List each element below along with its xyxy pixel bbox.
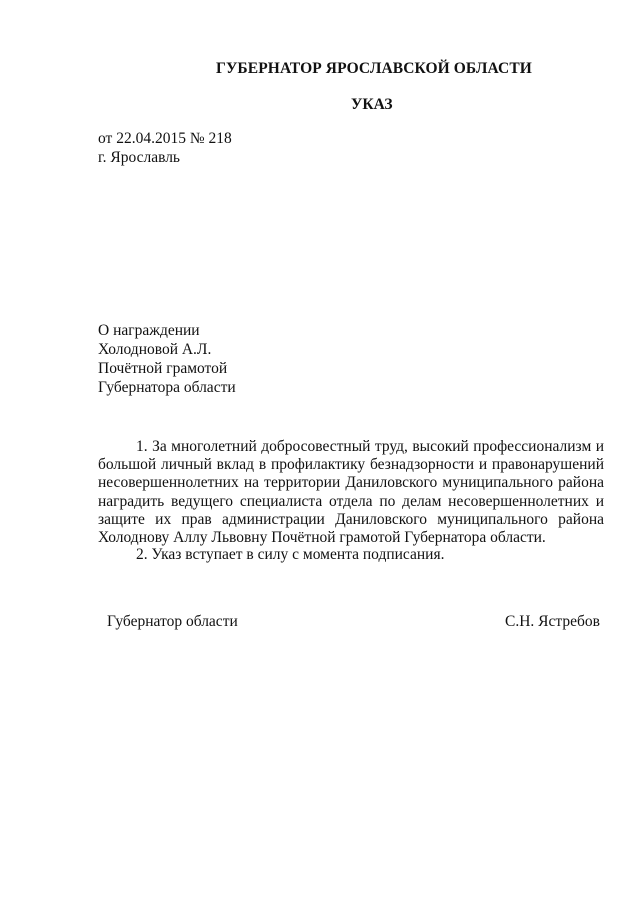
signature-role: Губернатор области (107, 613, 238, 630)
subject-line-2: Холодновой А.Л. (98, 341, 212, 358)
document-meta (98, 129, 232, 167)
city-line: г. Ярославль (98, 149, 180, 166)
date-number-line: от 22.04.2015 № 218 (98, 130, 232, 147)
document-header-title: ГУБЕРНАТОР ЯРОСЛАВСКОЙ ОБЛАСТИ (216, 60, 532, 77)
body-paragraph-2: 2. Указ вступает в силу с момента подписания. (136, 546, 445, 563)
signature-name: С.Н. Ястребов (505, 613, 600, 630)
subject-line-1: О награждении (98, 322, 200, 339)
subject-line-3: Почётной грамотой (98, 360, 228, 377)
body-paragraph-1: 1. За многолетний добросовестный труд, высокий профессионализм и большой личный вклад в профилактику безнадзорности и правонарушений несовершеннолетних на территории Даниловского муниципального района наградить ведущего специалиста отдела по делам несовершеннолетних и защите их прав администрации Даниловского муниципального района Холоднову Аллу Львовну Почётной грамотой Губернатора области. (98, 438, 604, 547)
document-subject (98, 321, 236, 397)
subject-line-4: Губернатора области (98, 379, 236, 396)
document-type-title: УКАЗ (351, 96, 393, 113)
